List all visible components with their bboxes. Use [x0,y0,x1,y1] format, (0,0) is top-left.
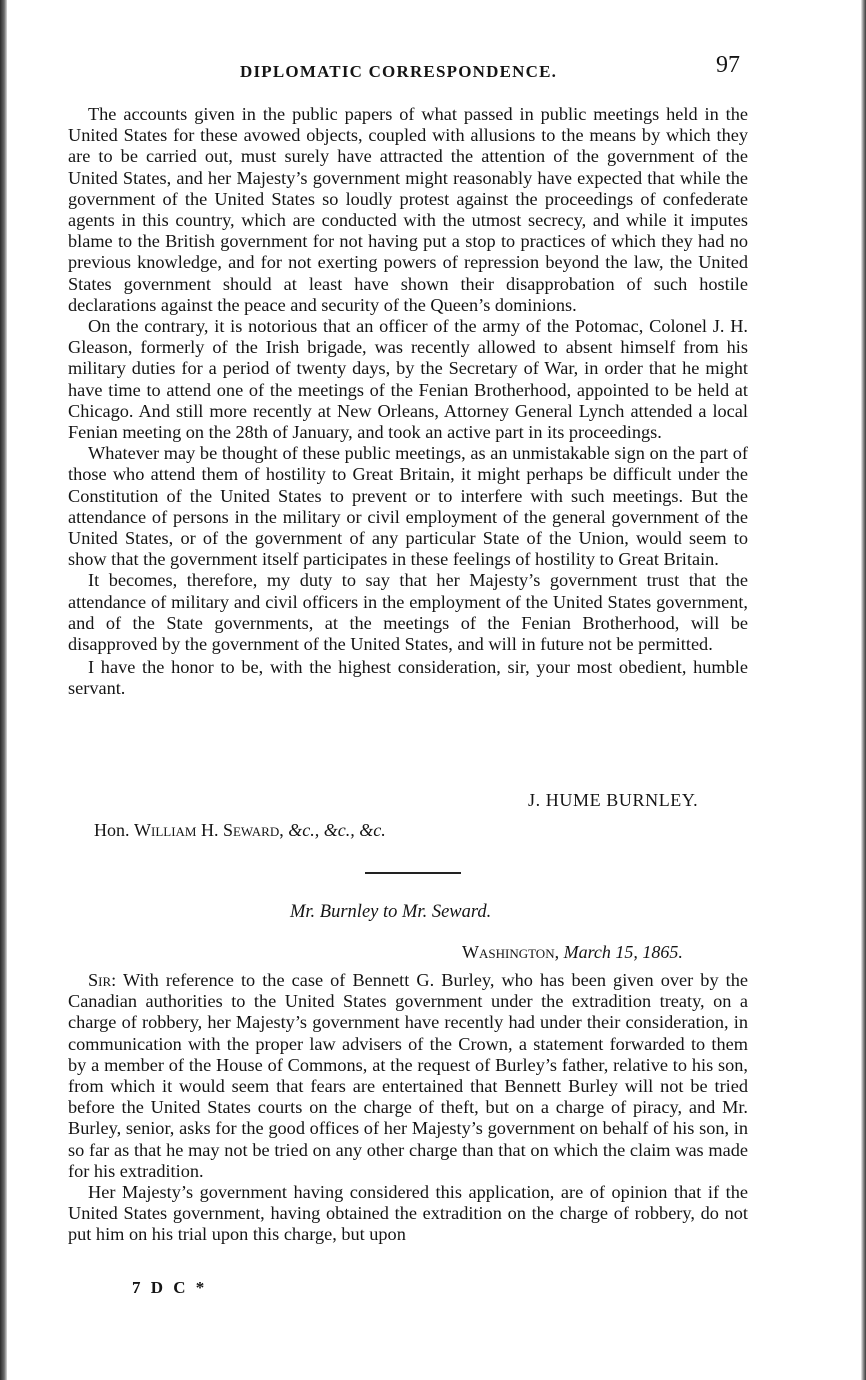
dateline [462,942,683,963]
dateline-place: Washington, [462,942,560,962]
letter-1-body [68,104,748,700]
section-divider [365,872,461,874]
addressee-prefix: Hon. [94,820,134,840]
page-number: 97 [716,52,740,78]
letter-2-body [68,970,748,1246]
addressee-suffix: &c., &c., &c. [283,820,386,840]
page-edge-right [861,0,866,1380]
page-edge-left [0,0,7,1380]
signature: J. HUME BURNLEY. [528,790,699,810]
signature-mark: 7 D C * [132,1278,208,1297]
paragraph: On the contrary, it is notorious that an officer of the army of the Potomac, Colonel J. H. Gleason, formerly of the Irish brigade, was recently allowed to absent himself from his military duties for a period of twenty days, by the Secretary of War, in order that he might have time to attend one of the meetings of the Fenian Brotherhood, appointed to be held at Chicago. And still more recently at New Orleans, Attorney General Lynch attended a local Fenian meeting on the 28th of January, and took an active part in its proceedings. [68,316,748,443]
paragraph: The accounts given in the public papers of what passed in public meetings held in the United States for these avowed objects, coupled with allusions to the means by which they are to be carried out, must surely have attracted the attention of the government of the United States, and her Majesty’s government might reasonably have expected that while the government of the United States so loudly protest against the proceedings of confederate agents in this country, which are conducted with the utmost secrecy, and while it imputes blame to the British government for not having put a stop to practices of which they had no previous knowledge, and for not exerting powers of repression beyond the law, the United States government should at least have shown their disapprobation of such hostile declarations against the peace and security of the Queen’s dominions. [68,104,748,315]
paragraph: It becomes, therefore, my duty to say that her Majesty’s government trust that the attendance of military and civil officers in the employment of the United States government, and of the State governments, at the meetings of the Fenian Brotherhood, will be disapproved by the government of the United States, and will in future not be permitted. [68,570,748,655]
addressee-name: William H. Seward, [134,820,284,840]
dateline-date: March 15, 1865. [559,942,683,962]
closing-line: I have the honor to be, with the highest consideration, sir, your most obedient, humble servant. [68,657,748,699]
addressee [94,820,386,841]
paragraph-text: With reference to the case of Bennett G. Burley, who has been given over by the Canadian authorities to the United States government under the extradition treaty, on a charge of robbery, her Majesty’s government have recently had under their consideration, in communication with the proper law advisers of the Crown, a statement forwarded to them by a member of the House of Commons, at the request of Burley’s father, relative to his son, from which it would seem that fears are entertained that Bennett Burley will not be tried before the United States courts on the charge of theft, but on a charge of piracy, and Mr. Burley, senior, asks for the good offices of her Majesty’s government on behalf of his son, in so far as that he may not be tried on any other charge than that on which the claim was made for his extradition. [68,970,748,1181]
running-head: DIPLOMATIC CORRESPONDENCE. [240,62,558,81]
letter-title: Mr. Burnley to Mr. Seward. [290,902,492,922]
paragraph [68,970,748,1182]
salutation: Sir: [88,970,117,990]
paragraph: Whatever may be thought of these public meetings, as an unmistakable sign on the part of those who attend them of hostility to Great Britain, it might perhaps be difficult under the Constitution of the United States to prevent or to interfere with such meetings. But the attendance of persons in the military or civil employment of the general government of the United States, or of the government of any particular State of the Union, would seem to show that the government itself participates in these feelings of hostility to Great Britain. [68,443,748,570]
paragraph: Her Majesty’s government having considered this application, are of opinion that if the United States government, having obtained the extradition on the charge of robbery, do not put him on his trial upon this charge, but upon [68,1182,748,1245]
